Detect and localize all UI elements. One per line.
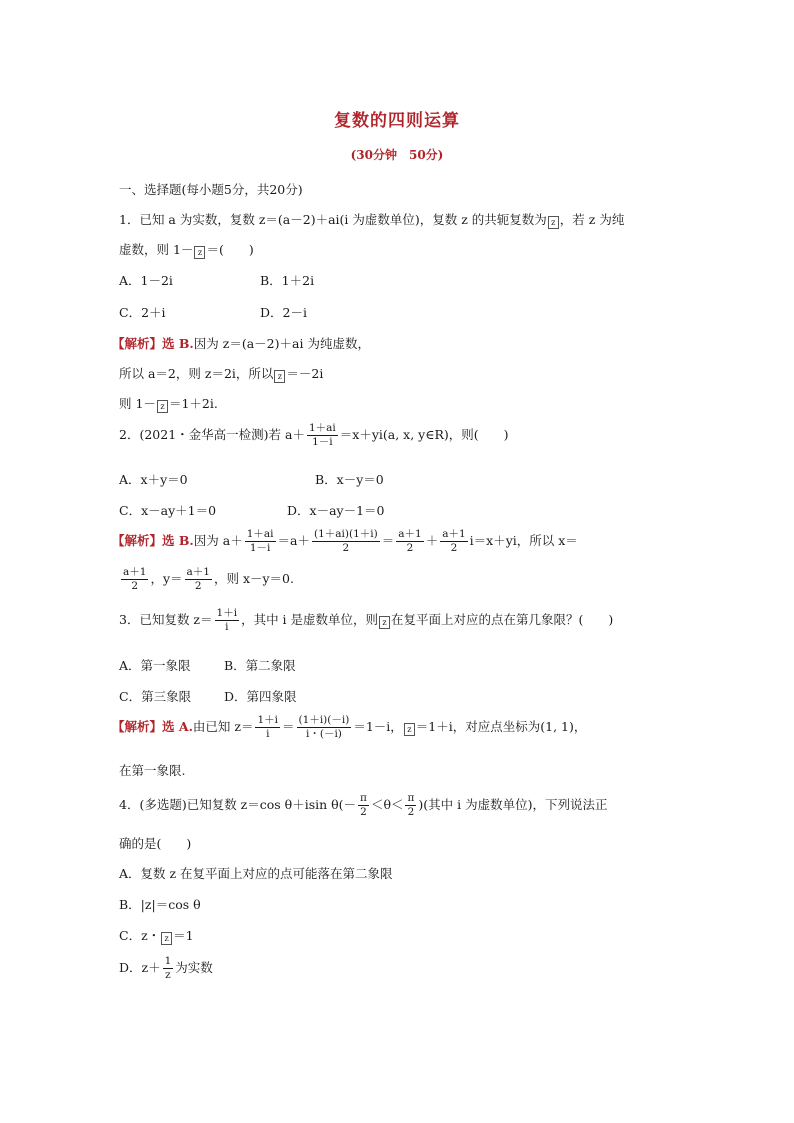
denominator: i・(－i)	[305, 728, 342, 740]
q3-option-b: B．第二象限	[224, 658, 296, 673]
q4-stem-line2: 确的是( )	[119, 836, 192, 851]
denominator: 2	[342, 542, 350, 554]
q3-solution-line1	[112, 714, 586, 741]
numerator: 1＋i	[257, 714, 279, 726]
z-conjugate-icon	[379, 616, 390, 629]
q4-option-c	[119, 926, 194, 945]
q4-stem-line1	[119, 792, 607, 819]
fraction	[185, 566, 212, 593]
q1-sol-text: ＝－2i	[286, 366, 324, 381]
fraction	[307, 422, 338, 449]
numerator: a＋1	[398, 528, 422, 540]
fraction	[121, 566, 148, 593]
numerator: a＋1	[442, 528, 466, 540]
q2-option-a: A．x＋y＝0	[119, 472, 188, 487]
q2-sol-text: ，y＝	[150, 571, 183, 586]
q1-option-a: A．1－2i	[119, 273, 173, 288]
q2-sol-text: ，则 x－y＝0.	[213, 571, 294, 586]
numerator: π	[407, 792, 415, 804]
q4-option-d	[119, 955, 213, 982]
q4-option-text: D．z＋	[119, 960, 161, 975]
q3-option-d: D．第四象限	[224, 689, 297, 704]
denominator: 2	[131, 580, 139, 592]
q2-sol-text: ＝a＋	[277, 533, 310, 548]
denominator: 1－i	[312, 436, 333, 448]
q1-stem-line2	[119, 240, 254, 259]
q1-solution-line3	[119, 394, 218, 413]
q2-stem	[119, 422, 509, 449]
z-conjugate-icon	[548, 216, 559, 229]
q3-text: 在复平面上对应的点在第几象限？( )	[391, 612, 614, 627]
q1-sol-text: ＝1＋2i.	[168, 396, 218, 411]
q1-text: 1．已知 a 为实数，复数 z＝(a－2)＋ai(i 为虚数单位)，复数 z 的共轭复数为	[119, 212, 547, 227]
q1-stem-line1	[119, 210, 624, 229]
q4-option-b: B．|z|＝cos θ	[119, 897, 201, 912]
answer-choice: 选 B.	[162, 533, 194, 548]
fraction	[297, 714, 352, 741]
section-heading: 一、选择题(每小题5分，共20分)	[119, 182, 303, 197]
numerator: 1＋i	[216, 607, 238, 619]
numerator: (1＋i)(－i)	[298, 714, 350, 726]
denominator: 1－i	[249, 542, 271, 554]
fraction	[163, 955, 174, 982]
q1-text: 虚数，则 1－	[119, 242, 194, 257]
numerator: π	[360, 792, 367, 804]
numerator: 1	[164, 955, 172, 967]
fraction	[405, 792, 416, 819]
q2-solution-line1	[112, 528, 578, 555]
q1-solution-line2	[119, 364, 323, 383]
denominator: i	[266, 728, 270, 740]
q2-text: 2．(2021・金华高一检测)若 a＋	[119, 427, 305, 442]
q2-option-b: B．x－y＝0	[315, 472, 384, 487]
denominator: z	[165, 969, 171, 981]
numerator: a＋1	[123, 566, 147, 578]
analysis-tag: 【解析】	[112, 719, 163, 734]
q4-option-text: C．z・	[119, 928, 161, 943]
fraction	[396, 528, 423, 555]
q3-sol-text: ＝	[282, 719, 295, 734]
z-conjugate-icon	[161, 932, 172, 945]
q1-solution-line1	[112, 334, 370, 352]
q1-option-b: B．1＋2i	[260, 273, 315, 288]
numerator: (1＋ai)(1＋i)	[314, 528, 378, 540]
q3-sol-text: ＝1－i，	[353, 719, 403, 734]
fraction	[255, 714, 280, 741]
q2-option-d: D．x－ay－1＝0	[287, 503, 385, 518]
z-conjugate-icon	[274, 370, 285, 383]
q3-stem	[119, 607, 613, 634]
q3-option-a: A．第一象限	[119, 658, 191, 673]
q2-option-c: C．x－ay＋1＝0	[119, 503, 217, 518]
q2-solution-line2	[119, 566, 294, 593]
z-conjugate-icon	[194, 246, 205, 259]
denominator: 2	[450, 542, 458, 554]
q1-text: ，若 z 为纯	[559, 212, 625, 227]
q2-sol-text: i＝x＋yi，所以 x＝	[469, 533, 578, 548]
q3-option-c: C．第三象限	[119, 689, 192, 704]
q4-option-text: 为实数	[175, 960, 213, 975]
q1-sol-text: 因为 z＝(a－2)＋ai 为纯虚数，	[193, 336, 370, 351]
denominator: 2	[360, 806, 367, 818]
q1-sol-text: 则 1－	[119, 396, 156, 411]
q3-text: ，其中 i 是虚数单位，则	[241, 612, 379, 627]
denominator: i	[225, 621, 229, 633]
answer-choice: 选 A.	[162, 719, 193, 734]
z-conjugate-icon	[157, 400, 168, 413]
q3-solution-line2: 在第一象限.	[119, 763, 186, 778]
q1-option-c: C．2＋i	[119, 305, 166, 320]
q4-text: ＜θ＜	[370, 797, 404, 812]
numerator: a＋1	[186, 566, 210, 578]
fraction	[312, 528, 380, 555]
numerator: 1＋ai	[308, 422, 336, 434]
q1-text: ＝( )	[206, 242, 254, 257]
q4-option-text: ＝1	[173, 928, 194, 943]
analysis-tag: 【解析】	[112, 533, 163, 548]
q3-sol-text: ＝1＋i，对应点坐标为(1, 1)，	[415, 719, 587, 734]
fraction	[215, 607, 240, 634]
denominator: 2	[194, 580, 202, 592]
z-conjugate-icon	[404, 723, 415, 736]
fraction	[245, 528, 276, 555]
q1-sol-text: 所以 a＝2，则 z＝2i，所以	[119, 366, 274, 381]
denominator: 2	[407, 806, 415, 818]
q3-sol-text: 由已知 z＝	[192, 719, 254, 734]
denominator: 2	[406, 542, 414, 554]
q4-text: )(其中 i 为虚数单位)，下列说法正	[418, 797, 608, 812]
q2-sol-text: ＋	[425, 533, 439, 548]
answer-choice: 选 B.	[162, 336, 194, 351]
q2-sol-text: ＝	[381, 533, 395, 548]
q2-text: ＝x＋yi(a, x, y∈R)，则( )	[339, 427, 509, 442]
q3-text: 3．已知复数 z＝	[119, 612, 213, 627]
page-title: 复数的四则运算	[334, 111, 460, 131]
page-subtitle: (30分钟 50分)	[350, 148, 444, 162]
q1-option-d: D．2－i	[260, 305, 307, 320]
q4-text: 4．(多选题)已知复数 z＝cos θ＋isin θ(－	[119, 797, 357, 812]
q4-option-a: A．复数 z 在复平面上对应的点可能落在第二象限	[119, 866, 393, 881]
numerator: 1＋ai	[246, 528, 274, 540]
fraction	[440, 528, 467, 555]
q2-sol-text: 因为 a＋	[193, 533, 243, 548]
analysis-tag: 【解析】	[112, 336, 163, 351]
fraction	[358, 792, 369, 819]
